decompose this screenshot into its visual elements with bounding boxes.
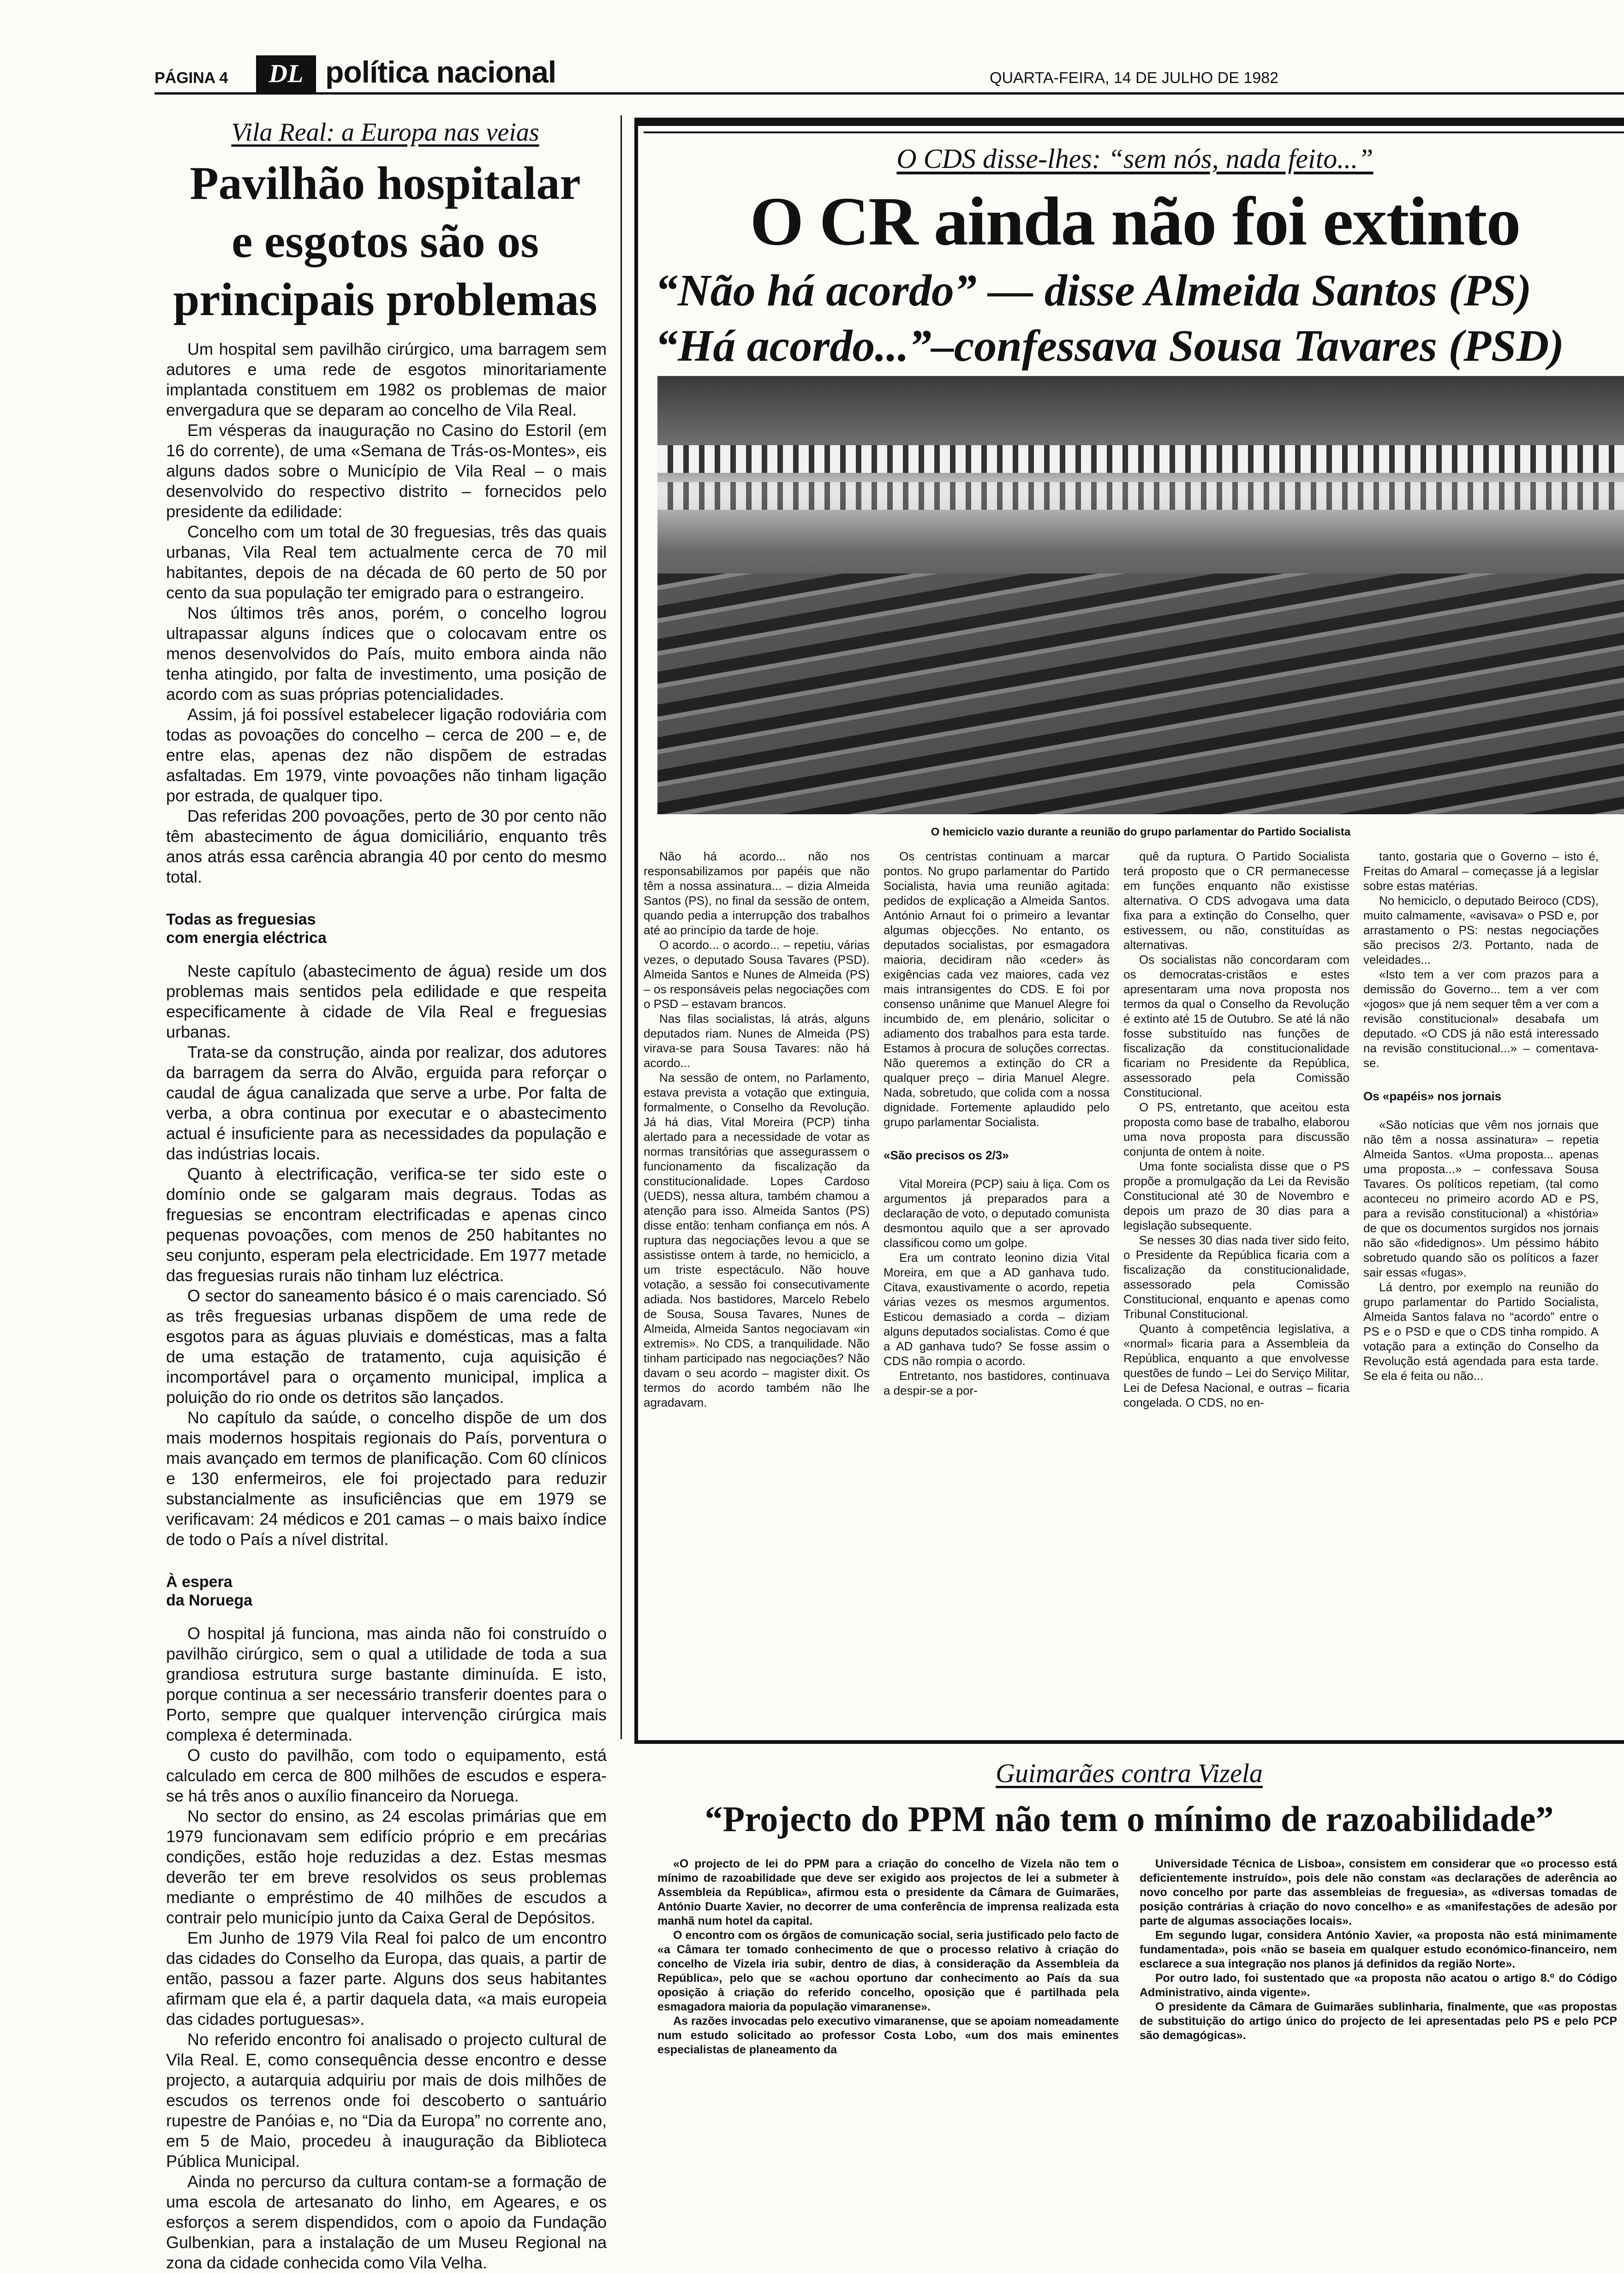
section-logo [256, 55, 316, 92]
paragraph: Os centristas continuam a marcar pontos. No grupo parlamentar do Partido Socialista, havia uma reunião agitada: pedidos de explicação a Almeida Santos. António Arnaut foi o primeiro a levantar algumas objecções. No entanto, os deputados socialistas, por esmagadora maioria, decidiram não «ceder» às exigências cada vez maiores, cada vez mais intransigentes do CDS. E foi por consenso unânime que Manuel Alegre foi incumbido de, em plenário, solicitar o adiamento dos trabalhos para esta tarde. Estamos à procura de soluções correctas. Não queremos a extinção do CR a qualquer preço – diria Manuel Alegre. Nada, sobretudo, que colida com a nossa dignidade. Fortemente aplaudido pelo grupo parlamentar Socialista. [884, 849, 1110, 1129]
article-headline [155, 155, 616, 329]
headline-line: Pavilhão hospitalar [190, 157, 581, 209]
paragraph: Um hospital sem pavilhão cirúrgico, uma barragem sem adutores e uma rede de esgotos minoritariamente implantada constituem em 1982 os problemas de maior envergadura que se deparam ao concelho de Vila Real. [166, 340, 607, 419]
paragraph: Em vésperas da inauguração no Casino do Estoril (em 16 do corrente), de uma «Semana de Trás-os-Montes», eis alguns dados sobre o Município de Vila Real – o mais desenvolvido do respectivo distrito – fornecidos pelo presidente da edilidade: [166, 421, 607, 521]
paragraph: «Isto tem a ver com prazos para a demissão do Governo... tem a ver com «jogos» que já nem sequer têm a ver com a revisão constitucional» desabafa um deputado. «O CDS já não está interessado na revisão constitucional...» – comentava-se. [1363, 967, 1599, 1070]
paragraph: O custo do pavilhão, com todo o equipamento, está calculado em cerca de 800 milhões de escudos e espera-se há três anos o auxílio financeiro da Noruega. [166, 1746, 607, 1805]
header-rule [155, 92, 1624, 95]
paragraph: Nos últimos três anos, porém, o concelho logrou ultrapassar alguns índices que o colocavam entre os menos desenvolvidos do País, muito embora ainda não tenha atingido, por falta de investimento, uma posição de acordo com as suas próprias potencialidades. [166, 603, 607, 704]
paragraph: O PS, entretanto, que aceitou esta proposta como base de trabalho, elaborou uma nova proposta para discussão conjunta de ontem à noite. [1123, 1100, 1349, 1158]
paragraph: Ainda no percurso da cultura contam-se a formação de uma escola de artesanato do linho, em Ageares, e os esforços a serem dispendidos, com o apoio da Fundação Gulbenkian, para a instalação de um Museu Regional na zona da cidade conhecida como Vila Velha. [166, 2172, 607, 2272]
guimaraes-kicker: Guimarães contra Vizela [996, 1758, 1263, 1788]
paragraph: No sector do ensino, as 24 escolas primárias que em 1979 funcionavam sem edifício próprio e em precárias condições, estão hoje reduzidas a dez. Estas mesmas deverão ter em breve resolvidos os seus problemas mediante o empréstimo de 40 milhões de escudos a contrair pelo município junto da Caixa Geral de Depósitos. [166, 1807, 607, 1927]
paragraph: Trata-se da construção, ainda por realizar, dos adutores da barragem da serra do Alvão, erguida para reforçar o caudal de água canalizada que serve a urbe. Por falta de verba, a obra continua por executar e o abastecimento actual é insuficiente para as necessidades da população e das indústrias locais. [166, 1043, 607, 1163]
headline-line: e esgotos são os [232, 215, 539, 268]
paragraph: Se nesses 30 dias nada tiver sido feito, o Presidente da República ficaria com a fiscalização da constitucionalidade, assessorado pela Comissão Constitucional, enquanto e apenas como Tribunal Constitucional. [1123, 1233, 1349, 1321]
cr-subheadline-1: “Não há acordo” — disse Almeida Santos (PS) [655, 266, 1532, 316]
paragraph: Concelho com um total de 30 freguesias, três das quais urbanas, Vila Real tem actualmente cerca de 70 mil habitantes, depois de na década de 60 perto de 50 por cento da sua população ter emigrado para o estrangeiro. [166, 522, 607, 602]
paragraph: Em Junho de 1979 Vila Real foi palco de um encontro das cidades do Conselho da Europa, das quais, a partir de então, passou a fazer parte. Alguns dos seus habitantes afirmam que ela é, a partir daquela data, «a mais europeia das cidades portuguesas». [166, 1928, 607, 2028]
paragraph: Os socialistas não concordaram com os democratas-cristãos e estes apresentaram uma nova proposta nos termos da qual o Conselho da Revolução é extinto até 15 de Outubro. Se até lá não fosse substituído nas funções de fiscalização da constitucionalidade ficariam no Presidente da República, assessorado pela Comissão Constitucional. [1123, 953, 1349, 1099]
guimaraes-column-1 [657, 1857, 1119, 2057]
paragraph: Em segundo lugar, considera António Xavier, «a proposta não está minimamente fundamentada», pois «não se baseia em qualquer estudo económico-financeiro, nem esclarece a sua integração nos planos já definidos da região Norte». [1140, 1929, 1617, 1970]
cr-subheadline-2: “Há acordo...”–confessava Sousa Tavares (PSD) [655, 321, 1564, 371]
paragraph: Entretanto, nos bastidores, continuava a despir-se a por- [884, 1369, 1110, 1397]
cr-subhead-two-thirds: «São precisos os 2/3» [884, 1148, 1009, 1162]
paragraph: O sector do saneamento básico é o mais carenciado. Só as três freguesias urbanas dispõem de uma rede de esgotos para as águas pluviais e domésticas, mas a falta de uma estação de tratamento, cuja aquisição é incomportável para o orçamento municipal, implica a poluição do rio onde os detritos são lançados. [166, 1286, 607, 1407]
section-logo-text: DL [269, 60, 304, 88]
paragraph: No hemiciclo, o deputado Beiroco (CDS), muito calmamente, «avisava» o PSD e, por arrastamento o PS: nestas negociações são precisos 2/3. Portanto, nada de veleidades... [1363, 894, 1599, 966]
paragraph: Era um contrato leonino dizia Vital Moreira, em que a AD ganhava tudo. Citava, exaustivamente o acordo, repetia várias vezes os mesmos argumentos. Esticou demasiado a corda – diziam alguns deputados socialistas. Como é que a AD ganhava tudo? Se fosse assim o CDS não rompia o acordo. [884, 1251, 1110, 1368]
paragraph: No capítulo da saúde, o concelho dispõe de um dos mais modernos hospitais regionais do País, porventura o mais avançado em termos de planificação. Com 60 clínicos e 130 enfermeiros, ele foi projectado para reduzir substancialmente as insuficiências que em 1979 se verificavam: 24 médicos e 201 camas – o mais baixo índice de todo o País a nível distrital. [166, 1408, 607, 1549]
paragraph: Na sessão de ontem, no Parlamento, estava prevista a votação que extinguia, formalmente, o Conselho da Revolução. Já há dias, Vital Moreira (PCP) tinha alertado para a necessidade de votar as normas transitórias que assegurassem o funcionamento da fiscalização da constitucionalidade. Lopes Cardoso (UEDS), nessa altura, também chamou a atenção para isso. Almeida Santos (PS) disse então: tenham confiança em nós. A ruptura das negociações levou a que se assistisse ontem à tarde, no hemiciclo, a um triste espectáculo. Não houve votação, a sessão foi consecutivamente adiada. Nos bastidores, Marcelo Rebelo de Sousa, Sousa Tavares, Nunes de Almeida, Almeida Santos negociavam «in extremis». No CDS, a tranquilidade. Não tinham participado nas negociações? Não davam o seu acordo – magister dixit. Os termos do acordo também não lhe agradavam. [644, 1071, 870, 1409]
guimaraes-headline: “Projecto do PPM não tem o mínimo de razoabilidade” [705, 1799, 1554, 1839]
headline-line: principais problemas [173, 274, 597, 326]
subhead-line: da Noruega [166, 1592, 253, 1609]
photo-benches [657, 573, 1624, 815]
paragraph: Assim, já foi possível estabelecer ligação rodoviária com todas as povoações do concelho – cerca de 200 – e, de entre elas, apenas dez não dispõem de estradas asfaltadas. Em 1979, vinte povoações não tinham ligação por estrada, de qualquer tipo. [166, 705, 607, 805]
subhead-electricity [166, 910, 607, 947]
paragraph: O encontro com os órgãos de comunicação social, seria justificado pelo facto de «a Câmara ter tomado conhecimento de que o processo relativo à criação do concelho de Vizela iria subir, dentro de dias, à consideração da Assembleia da República», pelo que se «achou oportuno dar conhecimento ao País da sua oposição à criação do referido concelho, oposição que é partilhada pela esmagadora maioria da população vimaranense». [657, 1929, 1119, 2013]
cr-column-4 [1363, 849, 1599, 1383]
paragraph: Por outro lado, foi sustentado que «a proposta não acatou o artigo 8.º do Código Administrativo, ainda vigente». [1140, 1972, 1617, 1999]
paragraph: Neste capítulo (abastecimento de água) reside um dos problemas mais sentidos pela edilidade e que respeita especificamente à cidade de Vila Real e freguesias urbanas. [166, 961, 607, 1041]
paragraph: Das referidas 200 povoações, perto de 30 por cento não têm abastecimento de água domiciliário, enquanto três anos atrás essa carência abrangia 40 por cento do mesmo total. [166, 806, 607, 886]
section-title: política nacional [325, 55, 556, 89]
cr-article-inner-rule [644, 131, 1624, 133]
article-kicker: Vila Real: a Europa nas veias [231, 118, 539, 147]
paragraph: Vital Moreira (PCP) saiu à liça. Com os argumentos já preparados para a declaração de voto, o deputado comunista desmontou aquilo que a ser aprovado classificou como um golpe. [884, 1177, 1110, 1250]
subhead-norway [166, 1573, 607, 1610]
subhead-line: Todas as freguesias [166, 911, 316, 928]
photo-gallery-balcony [657, 482, 1624, 510]
page-date: QUARTA-FEIRA, 14 DE JULHO DE 1982 [990, 69, 1279, 87]
cr-kicker: O CDS disse-lhes: “sem nós, nada feito...” [896, 143, 1373, 174]
column-divider [621, 115, 622, 1739]
subhead-line: À espera [166, 1573, 233, 1591]
paragraph: O hospital já funciona, mas ainda não foi construído o pavilhão cirúrgico, sem o qual a utilidade de toda a sua grandiosa estrutura surge bastante diminuída. E isto, porque continua a ser necessário transferir doentes para o Porto, sempre que qualquer intervenção cirúrgica mais complexa é determinada. [166, 1624, 607, 1744]
cr-column-1 [644, 849, 870, 1410]
paragraph: As razões invocadas pelo executivo vimaranense, que se apoiam nomeadamente num estudo solicitado ao professor Costa Lobo, «um dos mais eminentes especialistas de planeamento da [657, 2015, 1119, 2056]
paragraph: quê da ruptura. O Partido Socialista terá proposto que o CR permanecesse em funções enquanto não existisse alternativa. O CDS advogava uma data fixa para a extinção do Conselho, quer estivessem, ou não, constituídas as alternativas. [1123, 849, 1349, 952]
paragraph: O acordo... o acordo... – repetiu, várias vezes, o deputado Sousa Tavares (PSD). Almeida Santos e Nunes de Almeida (PS) – os responsáveis pelas negociações com o PSD – estavam brancos. [644, 938, 870, 1011]
cr-column-3 [1123, 849, 1349, 1410]
paragraph: «O projecto de lei do PPM para a criação do concelho de Vizela não tem o mínimo de razoabilidade que deve ser exigido aos projectos de lei a submeter à Assembleia da República», afirmou esta o presidente da Câmara de Guimarães, António Duarte Xavier, no decorrer de uma conferência de imprensa realizada esta manhã num hotel da capital. [657, 1857, 1119, 1927]
photo-caption: O hemiciclo vazio durante a reunião do grupo parlamentar do Partido Socialista [931, 826, 1351, 838]
paragraph: Uma fonte socialista disse que o PS propõe a promulgação da Lei da Revisão Constitucional até 30 de Novembro e depois um prazo de 30 dias para a legislação subsequente. [1123, 1159, 1349, 1232]
paragraph: O presidente da Câmara de Guimarães sublinharia, finalmente, que «as propostas de substituição do artigo único do projecto de lei apresentadas pelo PS e pelo PCP são demagógicas». [1140, 2000, 1617, 2042]
paragraph: Lá dentro, por exemplo na reunião do grupo parlamentar do Partido Socialista, Almeida Santos falava no “acordo” entre o PS e o PSD e que o CDS tinha rompido. A votação para a extinção do Conselho da Revolução está agendada para esta tarde. Se ela é feita ou não... [1363, 1280, 1599, 1383]
article-body [166, 339, 607, 2273]
page-number: PÁGINA 4 [155, 69, 228, 87]
cr-article-bottom-rule [634, 1740, 1624, 1744]
paragraph: Quanto à competência legislativa, a «normal» ficaria para a Assembleia da República, enquanto a que envolvesse questões de fundo – Lei do Serviço Militar, Lei de Defesa Nacional, e outras – ficaria congelada. O CDS, no en- [1123, 1322, 1349, 1409]
parliament-photo [657, 376, 1624, 814]
paragraph: Universidade Técnica de Lisboa», consistem em considerar que «o processo está deficientemente instruído», pois dele não constam «as declarações de aderência ao novo concelho por parte das assembleias de freguesia», as «diversas tomadas de posição contrárias à criação do novo concelho» e as «manifestações de adesão por parte de algumas associações locais». [1140, 1857, 1617, 1927]
paragraph: Não há acordo... não nos responsabilizamos por papéis que não têm a nossa assinatura... – dizia Almeida Santos (PS), no final da sessão de ontem, quando pedia a interrupção dos trabalhos até ao princípio da tarde de hoje. [644, 849, 870, 937]
cr-subhead-papers: Os «papéis» nos jornais [1363, 1089, 1502, 1103]
guimaraes-column-2 [1140, 1857, 1617, 2043]
cr-headline: O CR ainda não foi extinto [750, 183, 1520, 260]
paragraph: tanto, gostaria que o Governo – isto é, Freitas do Amaral – começasse já a legislar sobre estas matérias. [1363, 849, 1599, 893]
cr-column-2 [884, 849, 1110, 1398]
paragraph: Nas filas socialistas, lá atrás, alguns deputados riam. Nunes de Almeida (PS) virava-se para Sousa Tavares: não há acordo... [644, 1012, 870, 1070]
paragraph: Quanto à electrificação, verifica-se ter sido este o domínio onde se galgaram mais degraus. Todas as freguesias se encontram electrificadas e apenas cinco pequenas povoações, com menos de 250 habitantes no seu conjunto, esperam pela electricidade. Em 1977 metade das freguesias rurais não tinham luz eléctrica. [166, 1164, 607, 1285]
subhead-line: com energia eléctrica [166, 929, 327, 947]
photo-gallery-balcony [657, 445, 1624, 473]
paragraph: «São notícias que vêm nos jornais que não têm a nossa assinatura» – repetia Almeida Santos. «Uma proposta... apenas uma proposta...» – confessava Sousa Tavares. Os políticos repetiam, (tal como aconteceu no primeiro acordo AD e PS, para a revisão constitucional) a «história» de que os documentos surgidos nos jornais não são «fidedignos». Um péssimo hábito sobretudo quando são os políticos a fazer sair essas «fugas». [1363, 1118, 1599, 1279]
paragraph: No referido encontro foi analisado o projecto cultural de Vila Real. E, como consequência desse encontro e desse projecto, a autarquia adquiriu por mais de dois milhões de escudos os terrenos onde foi descoberto o santuário rupestre de Panóias e, no “Dia da Europa” no corrente ano, em 5 de Maio, procedeu à inauguração da Biblioteca Pública Municipal. [166, 2030, 607, 2171]
